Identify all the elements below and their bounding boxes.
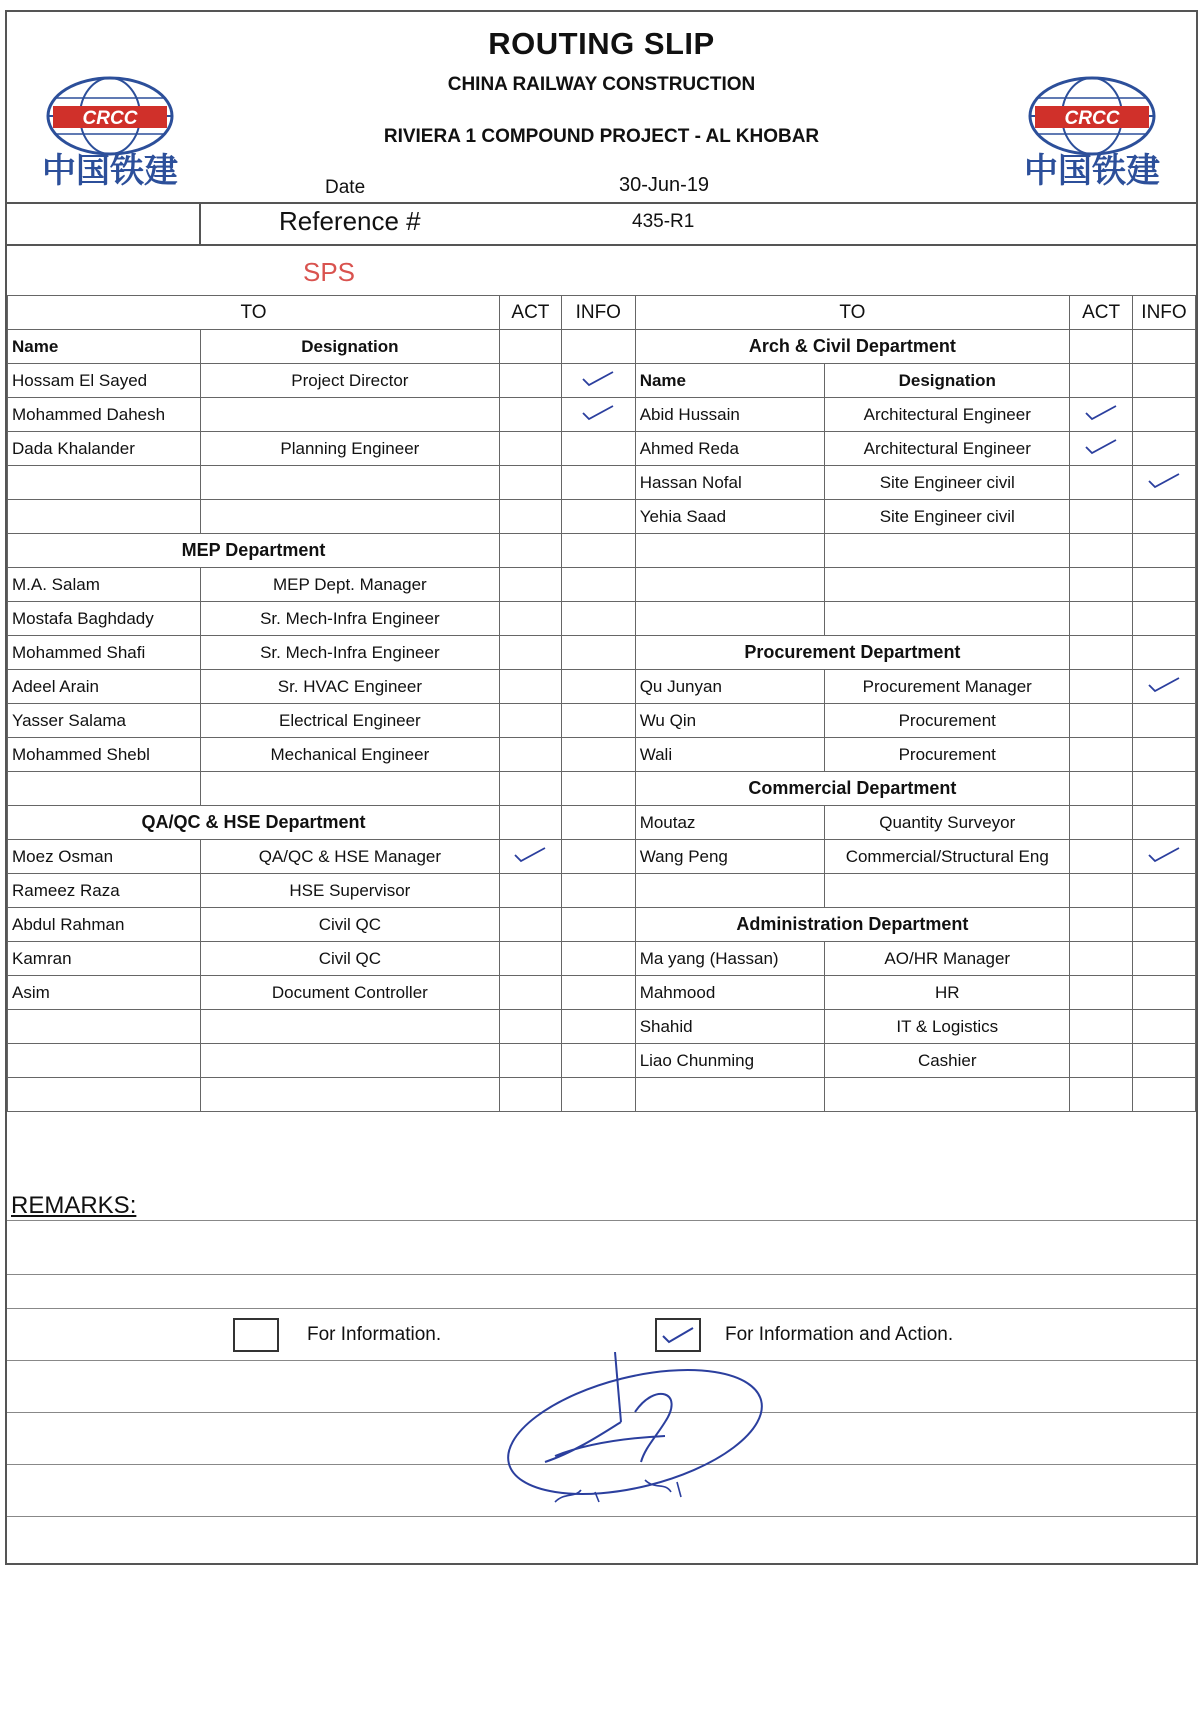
person-designation: Site Engineer civil bbox=[825, 466, 1070, 500]
table-row bbox=[8, 874, 1196, 908]
info-checkbox[interactable] bbox=[561, 568, 635, 602]
project-name: RIVIERA 1 COMPOUND PROJECT - AL KHOBAR bbox=[383, 126, 820, 147]
company-name: CHINA RAILWAY CONSTRUCTION bbox=[447, 74, 756, 95]
empty-cell bbox=[8, 1044, 201, 1078]
empty-cell bbox=[8, 1010, 201, 1044]
table-row bbox=[8, 364, 1196, 398]
info-checkbox[interactable] bbox=[561, 704, 635, 738]
act-checkbox[interactable] bbox=[499, 772, 561, 806]
info-checkbox[interactable] bbox=[561, 330, 635, 364]
empty-cell bbox=[200, 772, 499, 806]
info-checkbox[interactable] bbox=[561, 534, 635, 568]
person-designation: Architectural Engineer bbox=[825, 398, 1070, 432]
act-checkbox[interactable] bbox=[1070, 704, 1133, 738]
table-row bbox=[8, 602, 1196, 636]
empty-cell bbox=[825, 534, 1070, 568]
info-checkbox[interactable] bbox=[1133, 636, 1196, 670]
person-designation: Procurement bbox=[825, 704, 1070, 738]
info-checkbox[interactable] bbox=[1133, 364, 1196, 398]
empty-cell bbox=[8, 1078, 201, 1112]
act-checkbox[interactable] bbox=[499, 534, 561, 568]
person-name: Asim bbox=[8, 976, 201, 1010]
table-row bbox=[8, 670, 1196, 704]
person-name: Yehia Saad bbox=[635, 500, 825, 534]
empty-cell bbox=[825, 874, 1070, 908]
for-information-and-action-checkbox[interactable] bbox=[655, 1318, 701, 1352]
act-checkbox[interactable] bbox=[499, 874, 561, 908]
empty-cell bbox=[635, 874, 825, 908]
act-checkbox[interactable] bbox=[499, 840, 561, 874]
reference-value: 435-R1 bbox=[632, 211, 695, 232]
checkmark-icon bbox=[1082, 401, 1120, 423]
act-checkbox[interactable] bbox=[499, 568, 561, 602]
info-checkbox[interactable] bbox=[1133, 976, 1196, 1010]
person-name: Qu Junyan bbox=[635, 670, 825, 704]
info-checkbox[interactable] bbox=[1133, 466, 1196, 500]
person-name: Mohammed Shafi bbox=[8, 636, 201, 670]
act-checkbox[interactable] bbox=[499, 500, 561, 534]
table-row bbox=[8, 976, 1196, 1010]
table-row bbox=[8, 330, 1196, 364]
info-checkbox[interactable] bbox=[561, 1078, 635, 1112]
empty-cell bbox=[635, 568, 825, 602]
person-designation: Sr. Mech-Infra Engineer bbox=[200, 636, 499, 670]
act-checkbox[interactable] bbox=[1070, 738, 1133, 772]
checkmark-icon bbox=[1145, 469, 1183, 491]
act-checkbox[interactable] bbox=[499, 976, 561, 1010]
checkmark-icon bbox=[511, 843, 549, 865]
act-checkbox[interactable] bbox=[1070, 908, 1133, 942]
empty-cell bbox=[825, 602, 1070, 636]
act-checkbox[interactable] bbox=[1070, 500, 1133, 534]
act-checkbox[interactable] bbox=[1070, 772, 1133, 806]
info-checkbox[interactable] bbox=[561, 500, 635, 534]
department-title: Arch & Civil Department bbox=[635, 330, 1069, 364]
info-checkbox[interactable] bbox=[1133, 1078, 1196, 1112]
act-checkbox[interactable] bbox=[499, 1044, 561, 1078]
act-checkbox[interactable] bbox=[499, 432, 561, 466]
empty-cell bbox=[8, 466, 201, 500]
table-row bbox=[8, 704, 1196, 738]
to-header: TO bbox=[8, 296, 500, 330]
table-row bbox=[8, 772, 1196, 806]
info-checkbox[interactable] bbox=[561, 874, 635, 908]
act-checkbox[interactable] bbox=[499, 704, 561, 738]
person-designation: Project Director bbox=[200, 364, 499, 398]
designation-column-header: Designation bbox=[200, 330, 499, 364]
info-checkbox[interactable] bbox=[561, 364, 635, 398]
person-designation: Electrical Engineer bbox=[200, 704, 499, 738]
person-designation: AO/HR Manager bbox=[825, 942, 1070, 976]
person-name: Mostafa Baghdady bbox=[8, 602, 201, 636]
person-designation: Sr. HVAC Engineer bbox=[200, 670, 499, 704]
checkmark-icon bbox=[657, 1320, 699, 1350]
act-checkbox[interactable] bbox=[499, 602, 561, 636]
person-designation: Document Controller bbox=[200, 976, 499, 1010]
info-checkbox[interactable] bbox=[561, 942, 635, 976]
checkmark-icon bbox=[1145, 673, 1183, 695]
table-row bbox=[8, 296, 1196, 330]
table-row bbox=[8, 738, 1196, 772]
act-checkbox[interactable] bbox=[499, 466, 561, 500]
info-checkbox[interactable] bbox=[1133, 1010, 1196, 1044]
act-checkbox[interactable] bbox=[499, 330, 561, 364]
person-designation: Commercial/Structural Eng bbox=[825, 840, 1070, 874]
person-name: Mohammed Dahesh bbox=[8, 398, 201, 432]
empty-cell bbox=[635, 602, 825, 636]
empty-cell bbox=[200, 500, 499, 534]
svg-text:中国铁建: 中国铁建 bbox=[42, 151, 178, 191]
act-checkbox[interactable] bbox=[1070, 942, 1133, 976]
person-name: Shahid bbox=[635, 1010, 825, 1044]
info-checkbox[interactable] bbox=[561, 398, 635, 432]
person-designation: Architectural Engineer bbox=[825, 432, 1070, 466]
person-name: Ma yang (Hassan) bbox=[635, 942, 825, 976]
info-checkbox[interactable] bbox=[1133, 942, 1196, 976]
svg-text:CRCC: CRCC bbox=[1064, 108, 1120, 129]
svg-text:CRCC: CRCC bbox=[82, 108, 138, 129]
info-checkbox[interactable] bbox=[561, 772, 635, 806]
act-header: ACT bbox=[1070, 296, 1133, 330]
date-value: 30-Jun-19 bbox=[619, 174, 710, 196]
info-checkbox[interactable] bbox=[1133, 330, 1196, 364]
act-checkbox[interactable] bbox=[499, 908, 561, 942]
checkmark-icon bbox=[579, 367, 617, 389]
info-checkbox[interactable] bbox=[561, 976, 635, 1010]
table-row bbox=[8, 500, 1196, 534]
person-name: Abid Hussain bbox=[635, 398, 825, 432]
person-name: Rameez Raza bbox=[8, 874, 201, 908]
info-checkbox[interactable] bbox=[561, 738, 635, 772]
info-checkbox[interactable] bbox=[561, 602, 635, 636]
reference-row bbox=[7, 202, 1196, 246]
name-column-header: Name bbox=[8, 330, 201, 364]
table-row bbox=[8, 636, 1196, 670]
act-checkbox[interactable] bbox=[1070, 1078, 1133, 1112]
remarks-line bbox=[7, 1274, 1196, 1275]
act-checkbox[interactable] bbox=[499, 1078, 561, 1112]
empty-cell bbox=[635, 1078, 825, 1112]
for-information-checkbox[interactable] bbox=[233, 1318, 279, 1352]
act-checkbox[interactable] bbox=[1070, 398, 1133, 432]
info-checkbox[interactable] bbox=[1133, 670, 1196, 704]
person-designation: MEP Dept. Manager bbox=[200, 568, 499, 602]
name-column-header: Name bbox=[635, 364, 825, 398]
info-checkbox[interactable] bbox=[1133, 602, 1196, 636]
to-header: TO bbox=[635, 296, 1069, 330]
for-information-and-action-label: For Information and Action. bbox=[725, 1324, 954, 1345]
info-header: INFO bbox=[561, 296, 635, 330]
act-checkbox[interactable] bbox=[1070, 466, 1133, 500]
person-designation: Civil QC bbox=[200, 942, 499, 976]
for-information-label: For Information. bbox=[307, 1324, 442, 1345]
act-checkbox[interactable] bbox=[1070, 432, 1133, 466]
person-designation: IT & Logistics bbox=[825, 1010, 1070, 1044]
person-name: Wali bbox=[635, 738, 825, 772]
info-checkbox[interactable] bbox=[561, 1010, 635, 1044]
act-checkbox[interactable] bbox=[499, 738, 561, 772]
act-checkbox[interactable] bbox=[499, 1010, 561, 1044]
act-checkbox[interactable] bbox=[1070, 636, 1133, 670]
person-designation: Procurement Manager bbox=[825, 670, 1070, 704]
act-checkbox[interactable] bbox=[1070, 534, 1133, 568]
routing-slip-document bbox=[5, 10, 1198, 1565]
department-title: MEP Department bbox=[8, 534, 500, 568]
person-name: Wang Peng bbox=[635, 840, 825, 874]
department-title: Commercial Department bbox=[635, 772, 1069, 806]
person-name: Ahmed Reda bbox=[635, 432, 825, 466]
act-checkbox[interactable] bbox=[499, 364, 561, 398]
info-checkbox[interactable] bbox=[1133, 840, 1196, 874]
table-row bbox=[8, 534, 1196, 568]
department-title: Administration Department bbox=[635, 908, 1069, 942]
person-name: Dada Khalander bbox=[8, 432, 201, 466]
remarks-line bbox=[7, 1308, 1196, 1309]
table-row bbox=[8, 568, 1196, 602]
info-checkbox[interactable] bbox=[561, 806, 635, 840]
person-designation: Mechanical Engineer bbox=[200, 738, 499, 772]
info-checkbox[interactable] bbox=[1133, 704, 1196, 738]
document-header bbox=[7, 12, 1196, 204]
info-checkbox[interactable] bbox=[1133, 806, 1196, 840]
info-checkbox[interactable] bbox=[1133, 500, 1196, 534]
info-checkbox[interactable] bbox=[561, 466, 635, 500]
document-title: ROUTING SLIP bbox=[488, 26, 715, 61]
person-name: Moez Osman bbox=[8, 840, 201, 874]
table-row bbox=[8, 432, 1196, 466]
act-checkbox[interactable] bbox=[499, 670, 561, 704]
act-checkbox[interactable] bbox=[499, 398, 561, 432]
info-checkbox[interactable] bbox=[561, 840, 635, 874]
person-designation: HSE Supervisor bbox=[200, 874, 499, 908]
act-checkbox[interactable] bbox=[1070, 840, 1133, 874]
table-row bbox=[8, 398, 1196, 432]
table-row bbox=[8, 1078, 1196, 1112]
person-name: Hossam El Sayed bbox=[8, 364, 201, 398]
department-title: Procurement Department bbox=[635, 636, 1069, 670]
remarks-line bbox=[7, 1220, 1196, 1221]
act-checkbox[interactable] bbox=[499, 636, 561, 670]
person-name: Moutaz bbox=[635, 806, 825, 840]
act-checkbox[interactable] bbox=[1070, 568, 1133, 602]
checkmark-icon bbox=[1145, 843, 1183, 865]
handwritten-signature-icon bbox=[495, 1352, 775, 1532]
designation-column-header: Designation bbox=[825, 364, 1070, 398]
svg-text:中国铁建: 中国铁建 bbox=[1024, 151, 1160, 191]
act-checkbox[interactable] bbox=[1070, 874, 1133, 908]
table-row bbox=[8, 806, 1196, 840]
person-designation: Quantity Surveyor bbox=[825, 806, 1070, 840]
checkmark-icon bbox=[1082, 435, 1120, 457]
empty-cell bbox=[825, 568, 1070, 602]
person-name: Liao Chunming bbox=[635, 1044, 825, 1078]
routing-table bbox=[7, 295, 1196, 1112]
act-checkbox[interactable] bbox=[1070, 670, 1133, 704]
person-name: Mohammed Shebl bbox=[8, 738, 201, 772]
act-header: ACT bbox=[499, 296, 561, 330]
person-name: Mahmood bbox=[635, 976, 825, 1010]
info-checkbox[interactable] bbox=[561, 908, 635, 942]
person-designation: Cashier bbox=[825, 1044, 1070, 1078]
table-row bbox=[8, 1010, 1196, 1044]
act-checkbox[interactable] bbox=[499, 806, 561, 840]
info-header: INFO bbox=[1133, 296, 1196, 330]
act-checkbox[interactable] bbox=[1070, 330, 1133, 364]
person-name: Adeel Arain bbox=[8, 670, 201, 704]
info-checkbox[interactable] bbox=[561, 1044, 635, 1078]
info-checkbox[interactable] bbox=[1133, 432, 1196, 466]
table-row bbox=[8, 466, 1196, 500]
info-checkbox[interactable] bbox=[1133, 568, 1196, 602]
act-checkbox[interactable] bbox=[1070, 602, 1133, 636]
empty-cell bbox=[635, 534, 825, 568]
person-designation: Procurement bbox=[825, 738, 1070, 772]
person-designation: HR bbox=[825, 976, 1070, 1010]
person-designation: Sr. Mech-Infra Engineer bbox=[200, 602, 499, 636]
date-label: Date bbox=[325, 177, 366, 198]
person-designation: Planning Engineer bbox=[200, 432, 499, 466]
department-title: QA/QC & HSE Department bbox=[8, 806, 500, 840]
person-designation: Site Engineer civil bbox=[825, 500, 1070, 534]
person-designation bbox=[200, 398, 499, 432]
person-name: Yasser Salama bbox=[8, 704, 201, 738]
handwritten-note: SPS bbox=[303, 257, 356, 287]
info-checkbox[interactable] bbox=[561, 432, 635, 466]
info-checkbox[interactable] bbox=[561, 670, 635, 704]
crcc-logo-right-icon bbox=[1007, 74, 1177, 194]
empty-cell bbox=[8, 772, 201, 806]
empty-cell bbox=[200, 1010, 499, 1044]
act-checkbox[interactable] bbox=[499, 942, 561, 976]
reference-label: Reference # bbox=[279, 206, 421, 236]
act-checkbox[interactable] bbox=[1070, 806, 1133, 840]
act-checkbox[interactable] bbox=[1070, 1044, 1133, 1078]
table-row bbox=[8, 1044, 1196, 1078]
table-row bbox=[8, 840, 1196, 874]
empty-cell bbox=[8, 500, 201, 534]
info-checkbox[interactable] bbox=[1133, 1044, 1196, 1078]
empty-cell bbox=[200, 1044, 499, 1078]
act-checkbox[interactable] bbox=[1070, 1010, 1133, 1044]
table-row bbox=[8, 908, 1196, 942]
checkmark-icon bbox=[579, 401, 617, 423]
info-checkbox[interactable] bbox=[1133, 738, 1196, 772]
person-designation: QA/QC & HSE Manager bbox=[200, 840, 499, 874]
info-checkbox[interactable] bbox=[1133, 874, 1196, 908]
reference-divider bbox=[199, 202, 201, 244]
person-name: Abdul Rahman bbox=[8, 908, 201, 942]
act-checkbox[interactable] bbox=[1070, 364, 1133, 398]
person-name: Kamran bbox=[8, 942, 201, 976]
table-row bbox=[8, 942, 1196, 976]
info-checkbox[interactable] bbox=[1133, 534, 1196, 568]
person-name: Hassan Nofal bbox=[635, 466, 825, 500]
empty-cell bbox=[200, 1078, 499, 1112]
info-checkbox[interactable] bbox=[561, 636, 635, 670]
person-designation: Civil QC bbox=[200, 908, 499, 942]
empty-cell bbox=[825, 1078, 1070, 1112]
remarks-label: REMARKS: bbox=[11, 1192, 137, 1219]
person-name: Wu Qin bbox=[635, 704, 825, 738]
info-checkbox[interactable] bbox=[1133, 398, 1196, 432]
empty-cell bbox=[200, 466, 499, 500]
act-checkbox[interactable] bbox=[1070, 976, 1133, 1010]
person-name: M.A. Salam bbox=[8, 568, 201, 602]
info-checkbox[interactable] bbox=[1133, 908, 1196, 942]
info-checkbox[interactable] bbox=[1133, 772, 1196, 806]
